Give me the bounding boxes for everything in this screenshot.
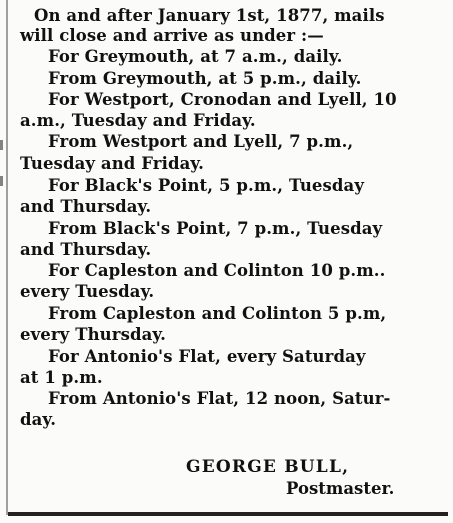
signature-name: GEORGE BULL,: [186, 457, 350, 477]
notice-line: Tuesday and Friday.: [20, 154, 205, 173]
notice-line: every Thursday.: [20, 325, 167, 344]
notice-line: For Black's Point, 5 p.m., Tuesday: [48, 176, 365, 195]
notice-line: a.m., Tuesday and Friday.: [20, 111, 256, 130]
margin-mark: [0, 176, 3, 186]
notice-line: and Thursday.: [20, 197, 152, 216]
notice-line: From Westport and Lyell, 7 p.m.,: [48, 132, 354, 151]
notice-line: at 1 p.m.: [20, 368, 103, 387]
left-column-rule: [6, 0, 8, 515]
notice-line: From Antonio's Flat, 12 noon, Satur-: [48, 389, 391, 408]
notice-line: For Westport, Cronodan and Lyell, 10: [48, 90, 397, 109]
notice-line: On and after January 1st, 1877, mails: [34, 6, 385, 25]
notice-line: For Antonio's Flat, every Saturday: [48, 347, 366, 366]
notice-line: and Thursday.: [20, 240, 152, 259]
notice-line: day.: [20, 410, 57, 429]
notice-line: From Greymouth, at 5 p.m., daily.: [48, 69, 362, 88]
signature-title: Postmaster.: [286, 479, 395, 498]
notice-line: From Black's Point, 7 p.m., Tuesday: [48, 219, 383, 238]
notice-line: From Capleston and Colinton 5 p.m,: [48, 304, 387, 323]
notice-line: every Tuesday.: [20, 282, 155, 301]
notice-line: For Greymouth, at 7 a.m., daily.: [48, 47, 343, 66]
notice-line: will close and arrive as under :—: [20, 26, 324, 45]
bottom-rule: [8, 512, 448, 516]
notice-line: For Capleston and Colinton 10 p.m..: [48, 261, 386, 280]
margin-mark: [0, 140, 3, 150]
